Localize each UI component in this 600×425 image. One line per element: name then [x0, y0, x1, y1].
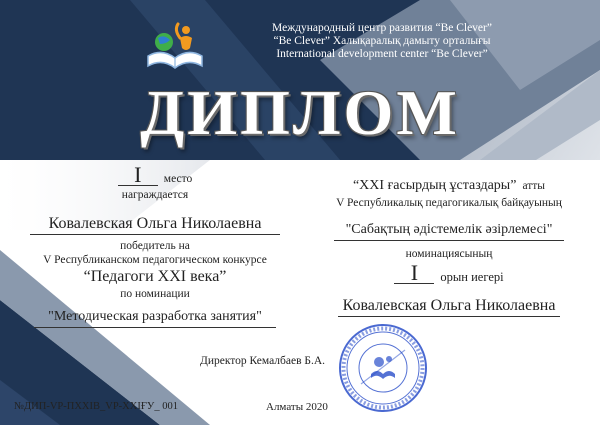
right-nomination: "Сабақтың әдістемелік әзірлемесі": [334, 220, 564, 241]
right-column-kz: [318, 176, 580, 317]
right-place-row: [318, 260, 580, 285]
awarded-label: награждается: [121, 189, 189, 201]
organization-name-kz: “Be Clever” Халықаралық дамыту орталығы: [273, 35, 491, 47]
right-contest-row: [318, 176, 580, 196]
right-recipient-name: Ковалевская Ольга Николаевна: [338, 296, 560, 317]
left-column-ru: [20, 162, 290, 328]
right-place-number: I: [394, 263, 434, 284]
right-contest-name: “XXI ғасырдың ұстаздары”: [352, 178, 517, 193]
left-place-row: [20, 162, 290, 187]
nomination-of-label: номинациясының: [405, 248, 493, 260]
left-recipient-name: Ковалевская Ольга Николаевна: [30, 214, 280, 235]
organization-name-ru: Международный центр развития “Be Clever”: [272, 22, 492, 34]
right-contest-description: V Республикалық педагогикалық байқауының: [336, 197, 562, 209]
city-year: Алматы 2020: [266, 401, 328, 413]
left-nomination: "Методическая разработка занятия": [34, 307, 276, 328]
winner-label: победитель на: [120, 240, 190, 252]
left-place-number: I: [118, 165, 158, 186]
diploma-number: №ДИП-VP-ПХХІВ_VP-XXIҒУ_ 001: [14, 401, 178, 412]
left-place-label: место: [163, 173, 193, 185]
organization-name-en: International development center “Be Clever”: [276, 48, 488, 60]
organization-header: [232, 22, 532, 61]
left-contest-description: V Республиканском педагогическом конкурсе: [43, 254, 267, 266]
be-clever-logo: [140, 18, 210, 78]
right-named-label: атты: [522, 180, 546, 192]
diploma-title: ДИПЛОМ: [140, 77, 460, 148]
left-contest-name: “Педагоги XXI века”: [83, 268, 227, 285]
official-stamp: [337, 322, 429, 414]
nomination-label: по номинации: [120, 288, 190, 300]
right-place-holder-label: орын иегері: [440, 270, 504, 284]
director-signature: Директор Кемалбаев Б.А.: [200, 355, 326, 367]
